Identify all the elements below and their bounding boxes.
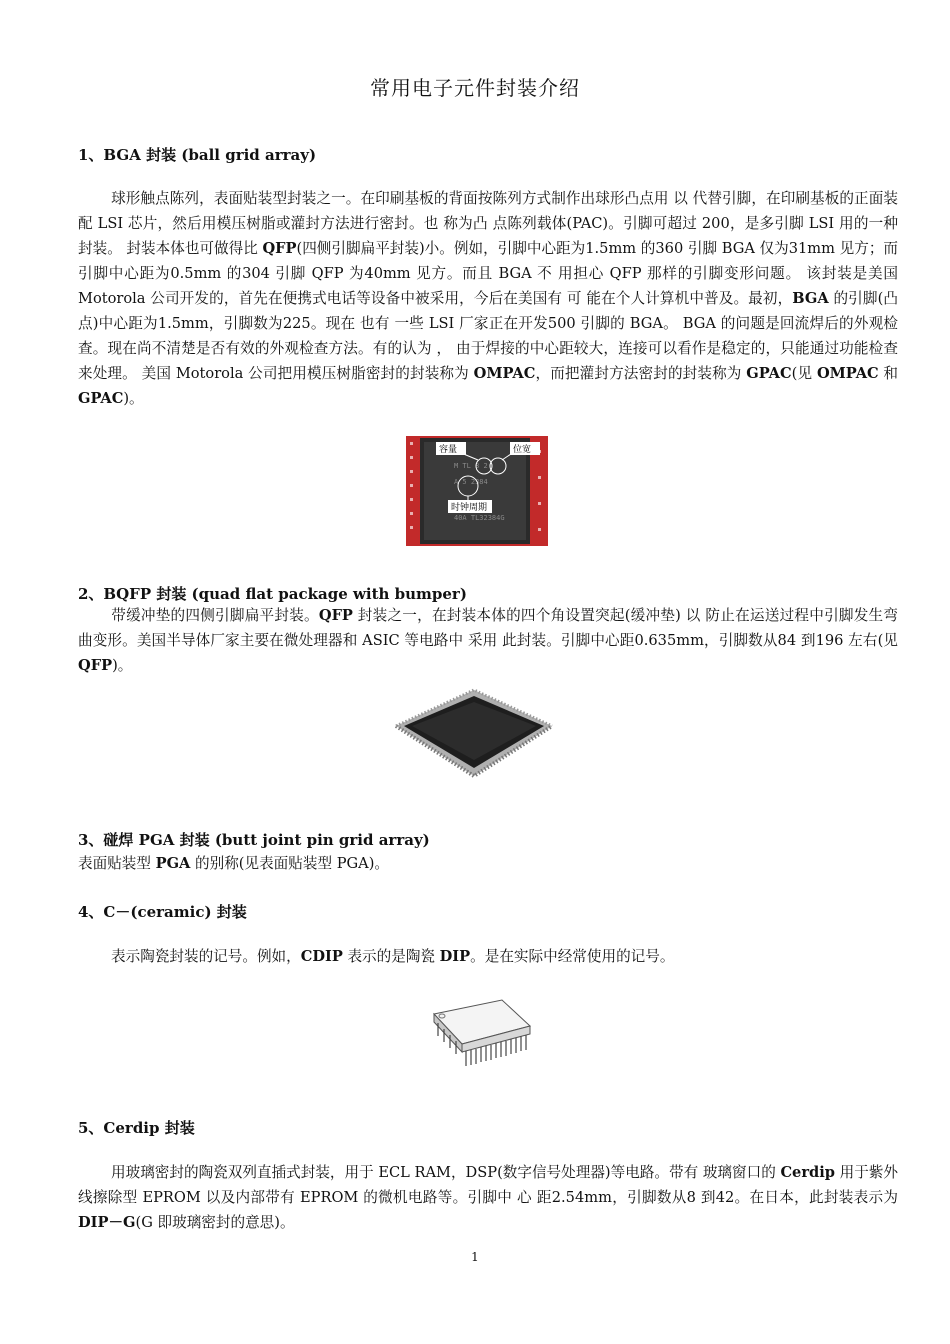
section-2-paragraph: 带缓冲垫的四侧引脚扁平封装。QFP 封装之一，在封装本体的四个角设置突起(缓冲垫) 以 防止在运送过程中引脚发生弯曲变形。美国半导体厂家主要在微处理器和 ASIC 等电路中 采用 此封装。引脚中心距0.635mm，引脚数从84 到196 左右(见 QFP)。 — [78, 607, 898, 674]
section-3-text: 表面贴装型 PGA 的别称(见表面贴装型 PGA)。 — [78, 855, 389, 872]
page-number: 1 — [471, 1250, 479, 1264]
section-1-paragraph: 球形触点陈列，表面贴装型封装之一。在印刷基板的背面按陈列方式制作出球形凸点用 以 代替引脚，在印刷基板的正面装配 LSI 芯片，然后用模压树脂或灌封方法进行密封。也 称为凸 点陈列载体(PAC)。引脚可超过 200，是多引脚 LSI 用的一种封装。 封装本体也可做得比 QFP(四侧引脚扁平封装)小。例如，引脚中心距为1.5mm 的360 引脚 BGA 仅为31mm 见方；而引脚中心距为0.5mm 的304 引脚 QFP 为40mm 见方。而且 BGA 不 用担心 QFP 那样的引脚变形问题。 该封装是美国 Motorola 公司开发的，首先在便携式电话等设备中被采用，今后在美国有 可 能在个人计算机中普及。最初，BGA 的引脚(凸点)中心距为1.5mm，引脚数为225。现在 也有 一些 LSI 厂家正在开发500 引脚的 BGA。 BGA 的问题是回流焊后的外观检查。现在尚不清楚是否有效的外观检查方法。有的认为 ， 由于焊接的中心距较大，连接可以看作是稳定的，只能通过功能检查来处理。 美国 Motorola 公司把用模压树脂密封的封装称为 OMPAC，而把灌封方法密封的封装称为 GPAC(见 OMPAC 和 GPAC)。 — [78, 190, 899, 407]
bga-chip-image — [406, 436, 548, 546]
page-title: 常用电子元件封装介绍 — [370, 76, 580, 100]
section-4-paragraph: 表示陶瓷封装的记号。例如，CDIP 表示的是陶瓷 DIP。是在实际中经常使用的记号。 — [111, 948, 675, 965]
section-4-heading: 4、C－(ceramic) 封装 — [78, 903, 247, 921]
clock-label: 时钟周期 — [451, 503, 488, 513]
section-3-heading: 3、碰焊 PGA 封装 (butt joint pin grid array) — [78, 831, 430, 849]
svg-text:M TL 3 2: M TL 3 2 — [454, 462, 488, 470]
svg-text:40A TL32384G: 40A TL32384G — [454, 514, 505, 522]
section-5-heading: 5、Cerdip 封装 — [78, 1119, 195, 1137]
cdip-chip-image — [430, 996, 534, 1078]
section-1-heading: 1、BGA 封装 (ball grid array) — [78, 146, 317, 164]
section-2-heading: 2、BQFP 封装 (quad flat package with bumper) — [78, 585, 467, 603]
capacity-label: 容量 — [439, 445, 458, 455]
section-5-paragraph: 用玻璃密封的陶瓷双列直插式封装，用于 ECL RAM，DSP(数字信号处理器)等电路。带有 玻璃窗口的 Cerdip 用于紫外线擦除型 EPROM 以及内部带有 EPROM 的微机电路等。引脚中 心 距2.54mm，引脚数从8 到42。在日本，此封装表示为 DIP－G(G 即玻璃密封的意思)。 — [78, 1164, 899, 1231]
bqfp-chip-image — [394, 688, 554, 778]
position-label: 位宽 — [513, 445, 532, 455]
svg-text:A 5 2384: A 5 2384 — [454, 478, 488, 486]
